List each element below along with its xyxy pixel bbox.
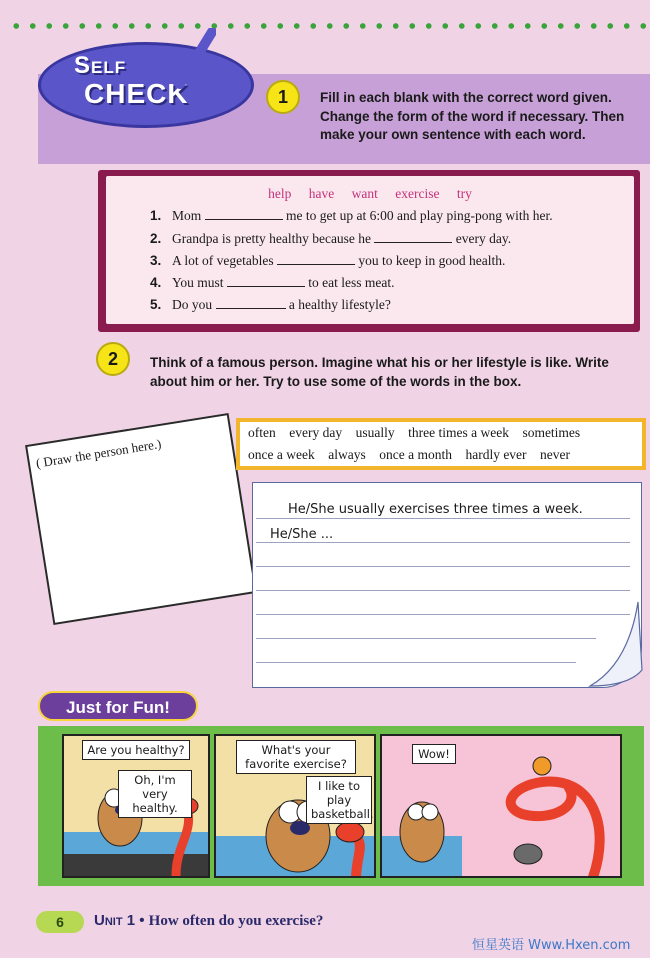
item-text-after: to eat less meat. (308, 275, 395, 290)
writing-start: He/She ... (270, 527, 334, 542)
speech-bubble: I like to play basketball. (306, 776, 372, 824)
item-number: 3. (150, 253, 162, 268)
dotted-border (8, 21, 648, 31)
just-for-fun-label: Just for Fun! (38, 691, 198, 721)
item-text-before: A lot of vegetables (172, 253, 274, 268)
item-number: 1. (150, 208, 162, 223)
speech-bubble: Wow! (412, 744, 456, 764)
freq-word: usually (355, 425, 395, 440)
freq-word: once a month (379, 447, 452, 462)
item-text-before: Do you (172, 297, 213, 312)
freq-word: hardly ever (465, 447, 527, 462)
word-bank: help have want exercise try (268, 186, 472, 201)
exercise-2-instruction: Think of a famous person. Imagine what his or her lifestyle is like. Write about him or her. Try to use some of the words in the box. (150, 355, 609, 389)
page-curl-icon (588, 600, 644, 690)
comic-panel-1 (62, 734, 210, 878)
comic-panel-2 (214, 734, 376, 878)
check-label: CHECK (84, 78, 189, 109)
item-number: 5. (150, 297, 162, 312)
example-sentence: He/She usually exercises three times a week. (288, 502, 583, 517)
exercise-item (150, 297, 391, 313)
exercise-item (150, 231, 511, 247)
exercise-item (150, 275, 395, 291)
item-text-before: Mom (172, 208, 202, 223)
answer-blank[interactable] (227, 276, 305, 287)
draw-label: ( Draw the person here.) (34, 436, 163, 471)
item-number: 4. (150, 275, 162, 290)
answer-blank[interactable] (374, 232, 452, 243)
self-label: Self (74, 52, 127, 79)
ruled-line (256, 518, 630, 519)
speech-bubble: Are you healthy? (82, 740, 190, 760)
exercise-1-number: 1 (266, 80, 300, 114)
item-text-before: Grandpa is pretty healthy because he (172, 231, 372, 246)
item-text-before: You must (172, 275, 224, 290)
watermark: 恒星英语 Www.Hxen.com (472, 938, 631, 953)
frequency-word-box (236, 418, 646, 470)
freq-word: often (248, 425, 276, 440)
unit-label: Unit 1 (94, 912, 136, 929)
answer-blank[interactable] (277, 254, 355, 265)
item-number: 2. (150, 231, 162, 246)
checkmark-icon (160, 28, 216, 90)
ruled-line (256, 662, 576, 663)
freq-word: sometimes (522, 425, 581, 440)
comic-panel-3 (380, 734, 622, 878)
exercise-1-instruction: Fill in each blank with the correct word given. Change the form of the word if necessary. Then make your own sentence with each word. (320, 90, 625, 142)
drawing-area[interactable] (25, 413, 257, 625)
ruled-line (256, 590, 630, 591)
exercise-2-number: 2 (96, 342, 130, 376)
unit-topic: How often do you exercise? (148, 913, 324, 929)
freq-word: once a week (248, 447, 315, 462)
item-text-after: a healthy lifestyle? (288, 297, 391, 312)
freq-word: every day (289, 425, 343, 440)
freq-word: three times a week (408, 425, 509, 440)
unit-title (94, 912, 323, 930)
ruled-line (256, 638, 596, 639)
item-text-after: every day. (455, 231, 512, 246)
ruled-line (256, 614, 630, 615)
freq-word: never (540, 447, 571, 462)
exercise-item (150, 253, 505, 269)
speech-bubble: Oh, I'm very healthy. (118, 770, 192, 818)
item-text-after: you to keep in good health. (358, 253, 506, 268)
ruled-line (256, 542, 630, 543)
ruled-line (256, 566, 630, 567)
exercise-item (150, 208, 553, 224)
title-bullet: • (139, 912, 145, 929)
speech-bubble: What's your favorite exercise? (236, 740, 356, 774)
page-number: 6 (36, 911, 84, 933)
item-text-after: me to get up at 6:00 and play ping-pong with her. (286, 208, 553, 223)
answer-blank[interactable] (205, 209, 283, 220)
freq-word: always (328, 447, 366, 462)
answer-blank[interactable] (216, 298, 286, 309)
